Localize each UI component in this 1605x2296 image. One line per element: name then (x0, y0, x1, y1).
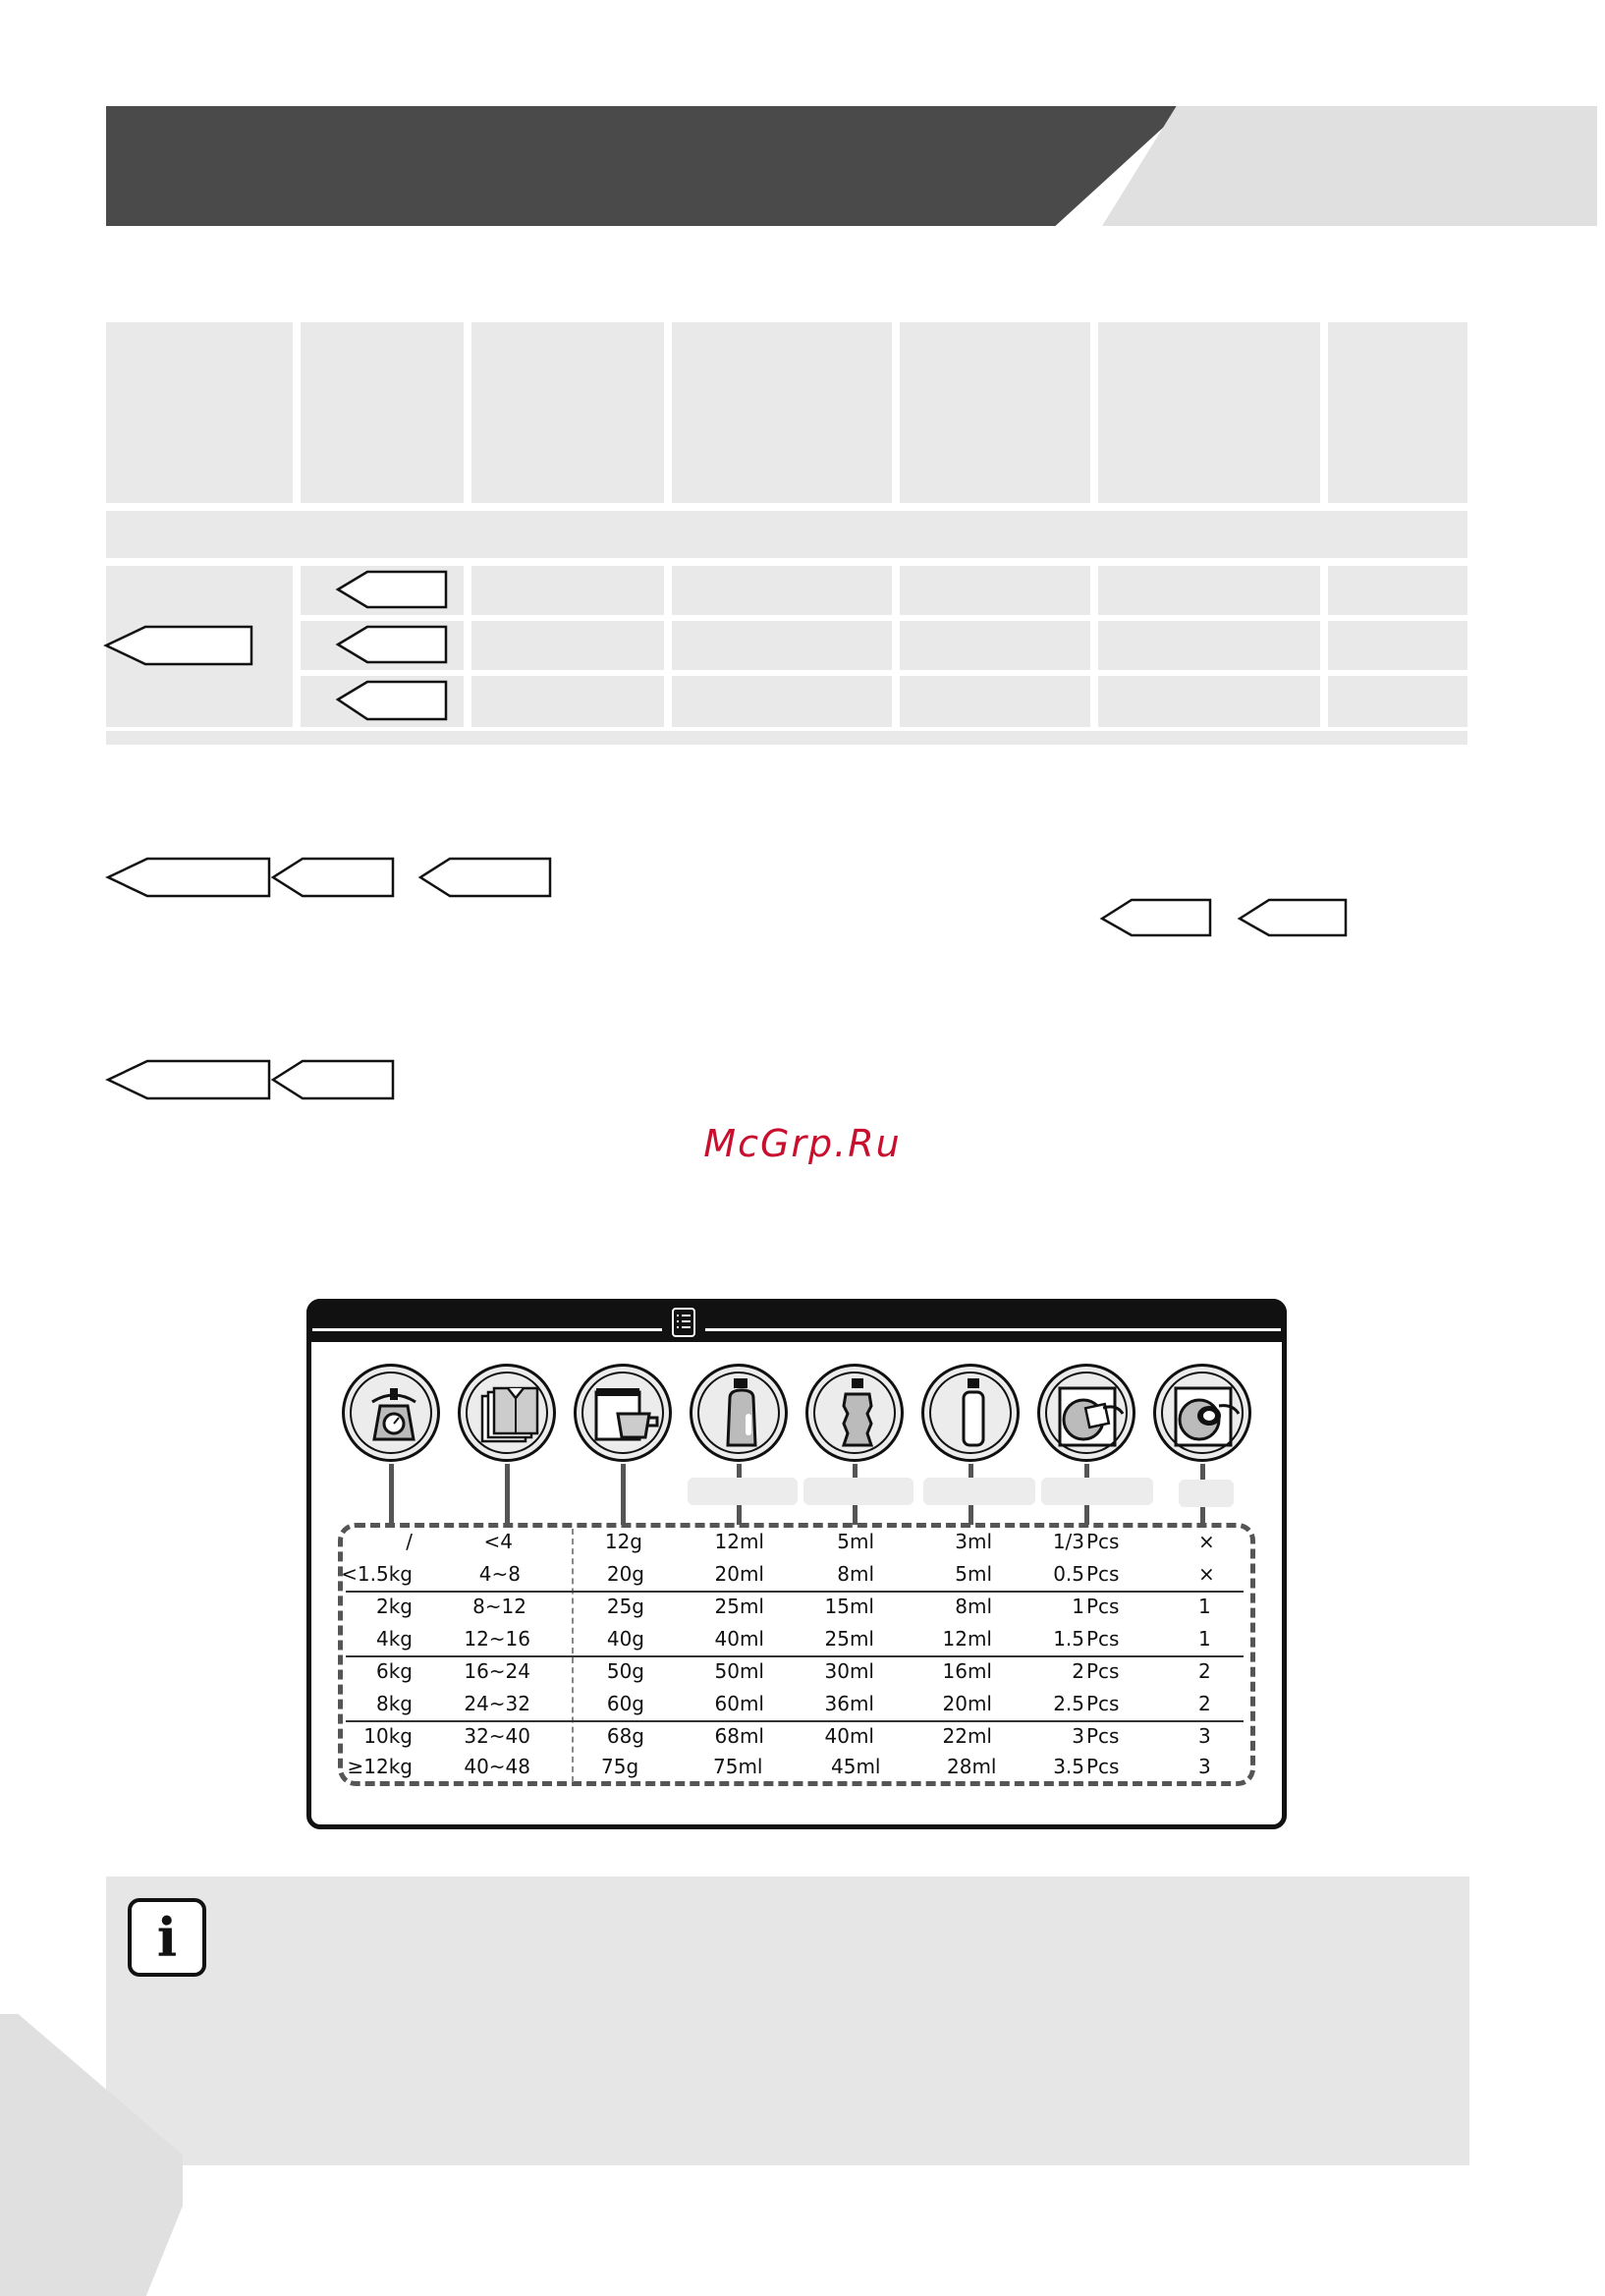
cell-liquid: 60ml (714, 1692, 764, 1715)
cell-gel: 45ml (831, 1755, 881, 1778)
cell-tablet-unit: Pcs (1086, 1659, 1120, 1683)
cell-gel: 8ml (837, 1562, 874, 1586)
column-label-pill (803, 1478, 913, 1505)
cell-tablet-unit: Pcs (1086, 1692, 1120, 1715)
panel-header-line (312, 1328, 662, 1331)
column-label-pill (688, 1478, 798, 1505)
cell-tablet-unit: Pcs (1086, 1562, 1120, 1586)
icon-connector (505, 1464, 510, 1525)
cell-tablet-unit: Pcs (1086, 1627, 1120, 1651)
cell-capsule: 3 (1198, 1755, 1211, 1778)
cell-capsule: 2 (1198, 1659, 1211, 1683)
cell-concentrate: 3ml (955, 1530, 992, 1553)
cell-tablet-qty: 3 (1072, 1724, 1084, 1748)
cell-weight: 6kg (375, 1659, 413, 1683)
tablet-icon (1037, 1364, 1135, 1462)
dosage-panel-header (306, 1299, 1287, 1342)
cell-gel: 5ml (837, 1530, 874, 1553)
list-icon (670, 1307, 697, 1338)
concentrate-bottle-icon (921, 1364, 1020, 1462)
cell-concentrate: 12ml (942, 1627, 992, 1651)
info-icon: i (128, 1898, 206, 1977)
tag-label (273, 1061, 393, 1098)
cell-concentrate: 28ml (947, 1755, 997, 1778)
cell-gel: 15ml (824, 1595, 874, 1618)
tag-label (420, 859, 550, 896)
cell-powder: 50g (606, 1659, 644, 1683)
tag-label (338, 682, 446, 719)
cell-weight: / (406, 1530, 413, 1553)
tag-label (1102, 900, 1210, 935)
cell-concentrate: 20ml (942, 1692, 992, 1715)
cell-items: 12~16 (464, 1627, 530, 1651)
tag-label (108, 1061, 269, 1098)
cell-weight: 8kg (375, 1692, 413, 1715)
icon-connector (621, 1464, 626, 1525)
cell-concentrate: 8ml (955, 1595, 992, 1618)
cell-liquid: 75ml (713, 1755, 763, 1778)
cell-tablet-unit: Pcs (1086, 1755, 1120, 1778)
cell-capsule: 1 (1198, 1595, 1211, 1618)
cell-weight: ≥12kg (347, 1755, 413, 1778)
cell-liquid: 12ml (714, 1530, 764, 1553)
cell-tablet-qty: 2.5 (1053, 1692, 1084, 1715)
scale-icon (342, 1364, 440, 1462)
cell-weight: <1.5kg (341, 1562, 413, 1586)
cell-weight: 2kg (375, 1595, 413, 1618)
cell-capsule: × (1198, 1530, 1215, 1553)
cell-capsule: 3 (1198, 1724, 1211, 1748)
cell-liquid: 25ml (714, 1595, 764, 1618)
cell-tablet-qty: 1 (1072, 1595, 1084, 1618)
powder-icon (574, 1364, 672, 1462)
tag-label (273, 859, 393, 896)
cell-tablet-qty: 1.5 (1053, 1627, 1084, 1651)
cell-powder: 60g (606, 1692, 644, 1715)
cell-powder: 25g (606, 1595, 644, 1618)
cell-capsule: 1 (1198, 1627, 1211, 1651)
cell-gel: 40ml (824, 1724, 874, 1748)
cell-items: 24~32 (464, 1692, 530, 1715)
cell-items: <4 (483, 1530, 513, 1553)
cell-tablet-unit: Pcs (1086, 1724, 1120, 1748)
tag-label (338, 627, 446, 662)
cell-gel: 25ml (824, 1627, 874, 1651)
row-group-divider (346, 1655, 1244, 1657)
row-group-divider (346, 1720, 1244, 1722)
cell-powder: 68g (606, 1724, 644, 1748)
capsule-icon (1153, 1364, 1251, 1462)
cell-capsule: × (1198, 1562, 1215, 1586)
cell-capsule: 2 (1198, 1692, 1211, 1715)
cell-weight: 4kg (375, 1627, 413, 1651)
tag-label (338, 572, 446, 607)
tag-label (1240, 900, 1346, 935)
cell-powder: 20g (606, 1562, 644, 1586)
tag-label (106, 627, 251, 664)
cell-tablet-qty: 1/3 (1052, 1530, 1084, 1553)
cell-tablet-qty: 0.5 (1053, 1562, 1084, 1586)
icon-connector (389, 1464, 394, 1525)
cell-tablet-unit: Pcs (1086, 1595, 1120, 1618)
cell-items: 4~8 (478, 1562, 521, 1586)
tag-label (108, 859, 269, 896)
cell-gel: 30ml (824, 1659, 874, 1683)
cell-concentrate: 5ml (955, 1562, 992, 1586)
cell-liquid: 50ml (714, 1659, 764, 1683)
cell-items: 40~48 (464, 1755, 530, 1778)
panel-header-line (705, 1328, 1281, 1331)
cell-tablet-qty: 2 (1072, 1659, 1084, 1683)
row-group-divider (346, 1591, 1244, 1593)
cell-items: 8~12 (472, 1595, 526, 1618)
cell-gel: 36ml (824, 1692, 874, 1715)
shirts-icon (458, 1364, 556, 1462)
cell-powder: 75g (601, 1755, 639, 1778)
cell-tablet-unit: Pcs (1086, 1530, 1120, 1553)
cell-liquid: 20ml (714, 1562, 764, 1586)
watermark-text: McGrp.Ru (703, 1122, 902, 1165)
cell-tablet-qty: 3.5 (1053, 1755, 1084, 1778)
cell-items: 32~40 (464, 1724, 530, 1748)
cell-weight: 10kg (363, 1724, 413, 1748)
cell-liquid: 40ml (714, 1627, 764, 1651)
cell-concentrate: 22ml (942, 1724, 992, 1748)
column-label-pill (1041, 1478, 1153, 1505)
cell-liquid: 68ml (714, 1724, 764, 1748)
info-note-box (106, 1876, 1469, 2165)
column-label-pill (1179, 1480, 1234, 1507)
cell-powder: 40g (606, 1627, 644, 1651)
cell-powder: 12g (604, 1530, 642, 1553)
column-label-pill (923, 1478, 1035, 1505)
cell-concentrate: 16ml (942, 1659, 992, 1683)
gel-bottle-icon (805, 1364, 904, 1462)
liquid-bottle-icon (690, 1364, 788, 1462)
cell-items: 16~24 (464, 1659, 530, 1683)
